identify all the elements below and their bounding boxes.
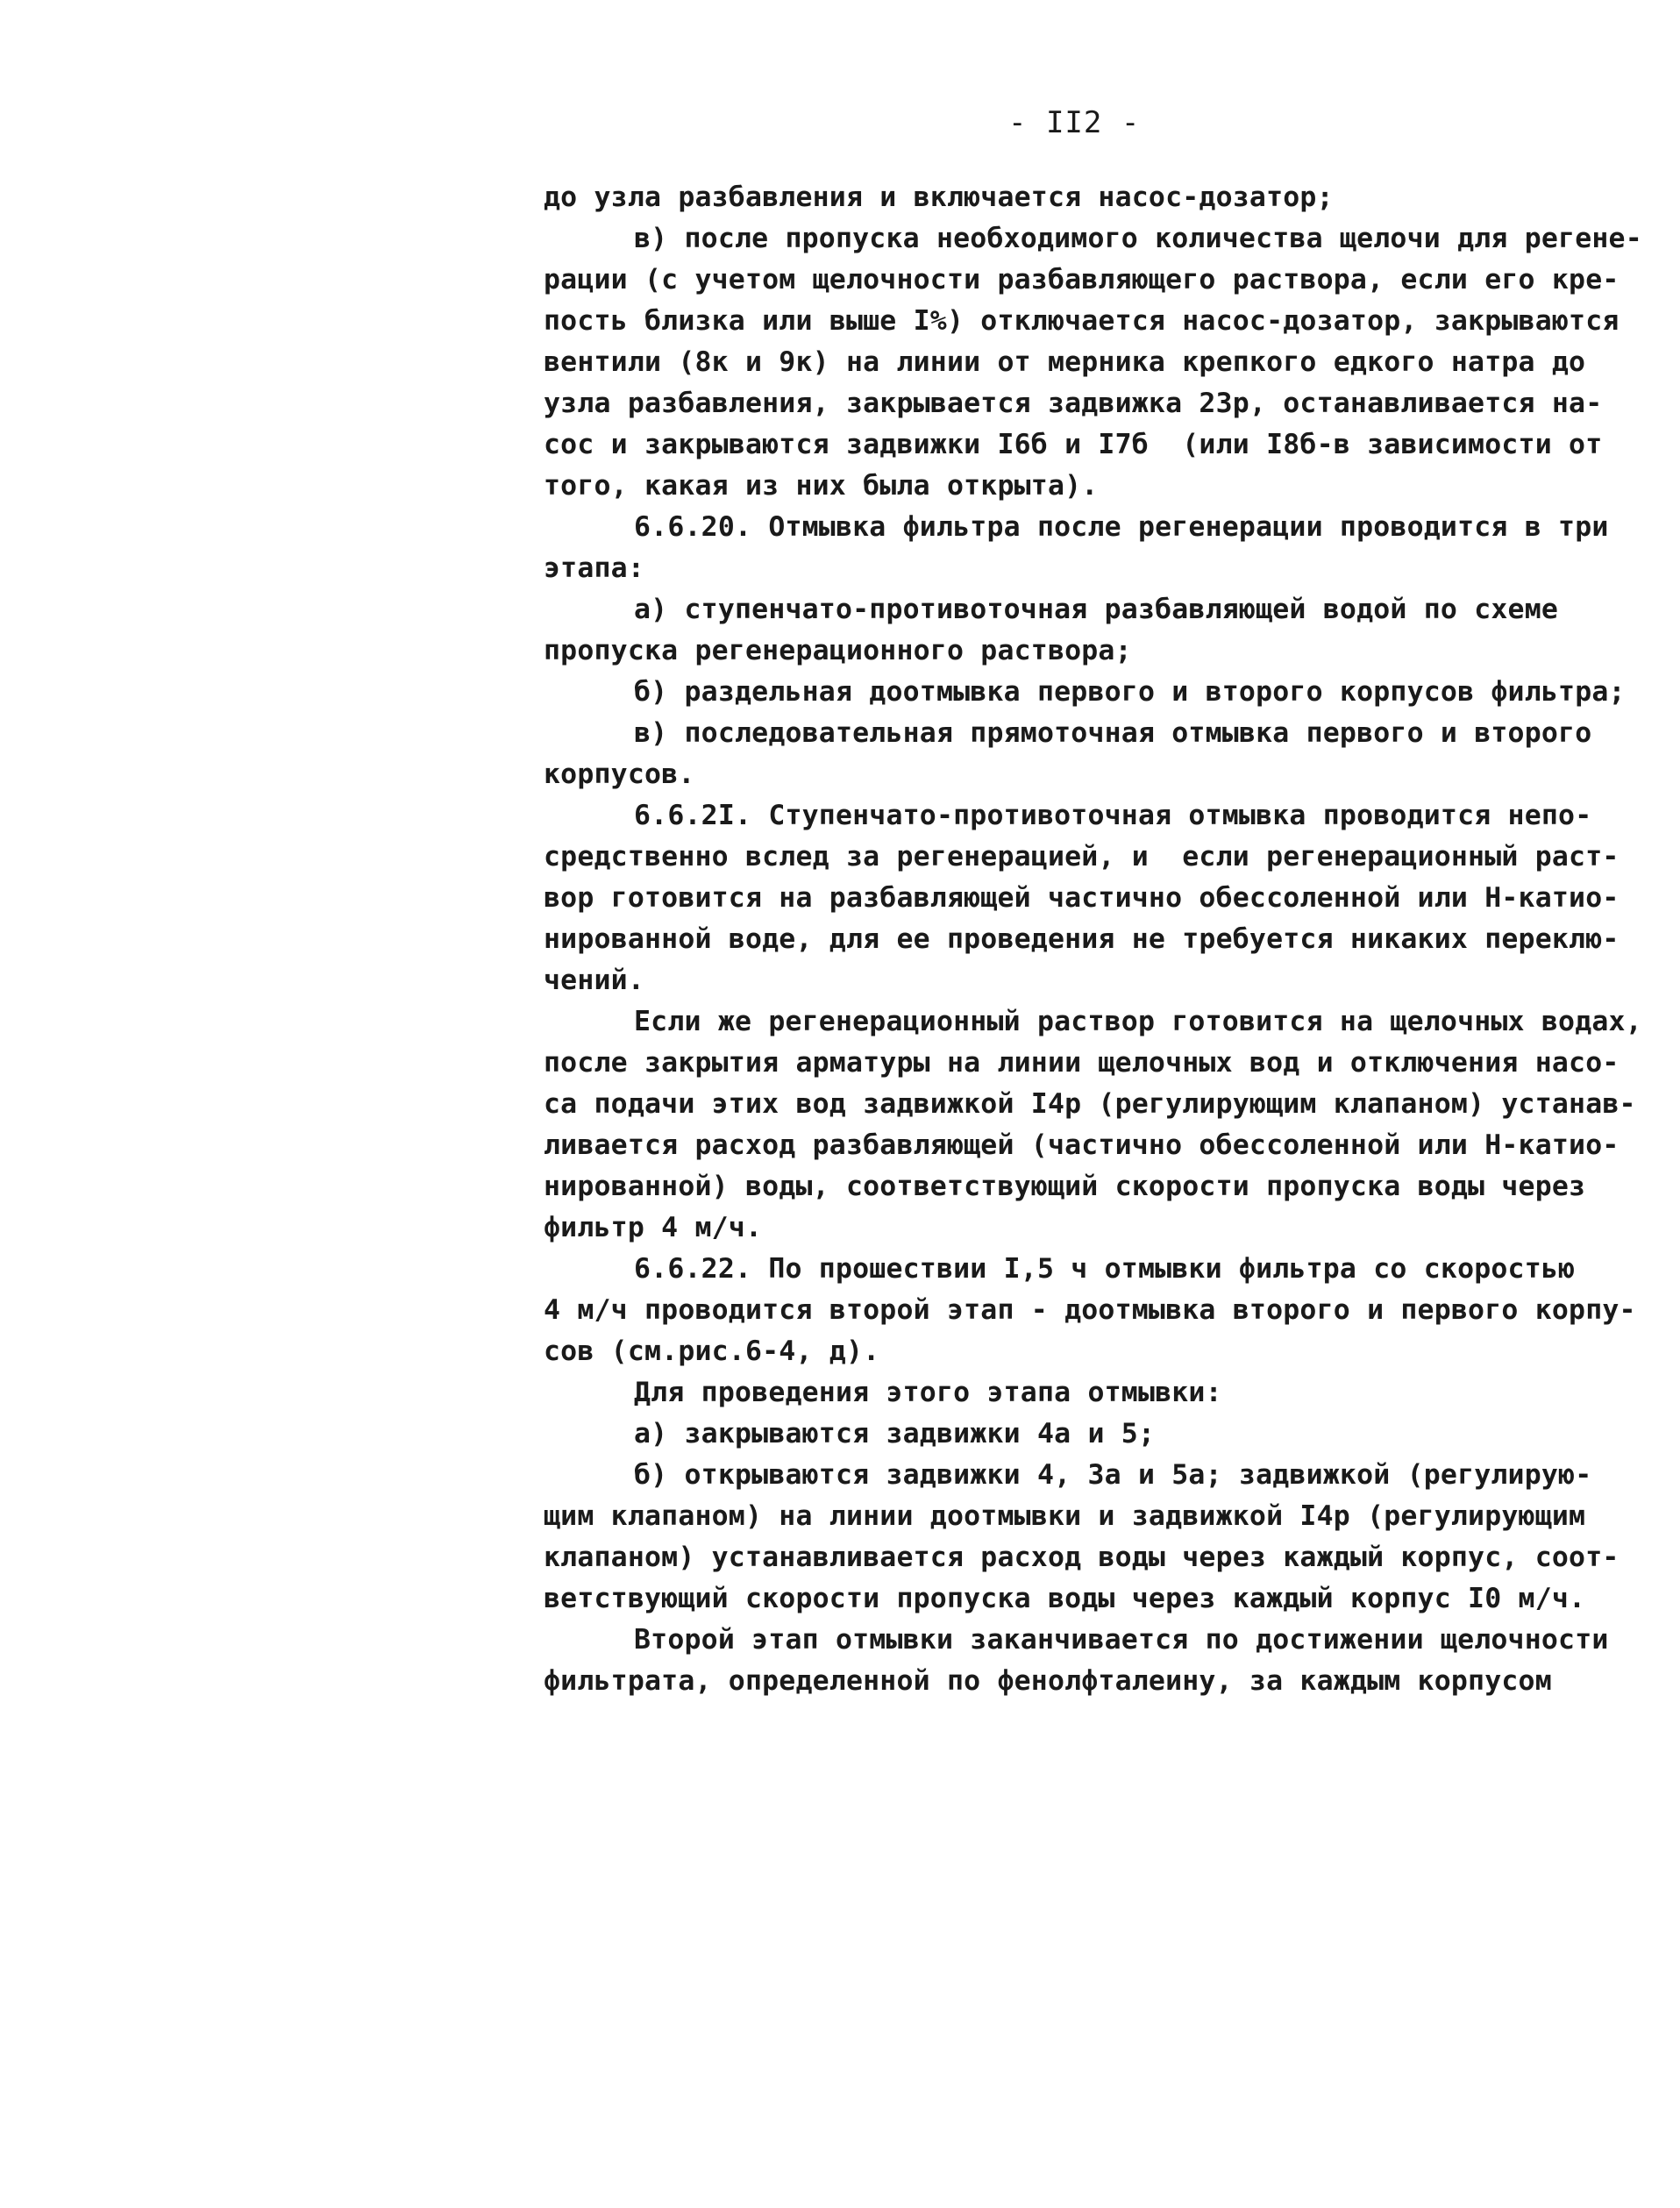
text-line: узла разбавления, закрывается задвижка 23р, останавливается на- [544,388,1603,419]
text-line: ливается расход разбавляющей (частично обессоленной или Н-катио- [544,1129,1619,1161]
text-line: вор готовится на разбавляющей частично обессоленной или Н-катио- [544,882,1619,914]
text-line: сос и закрываются задвижки I6б и I7б (или I8б-в зависимости от [544,429,1603,460]
text-line: Если же регенерационный раствор готовится на щелочных водах, [634,1006,1642,1037]
text-line: в) после пропуска необходимого количества щелочи для регене- [634,223,1642,254]
text-line: б) открываются задвижки 4, 3а и 5а; задвижкой (регулирую- [634,1459,1592,1491]
text-line: в) последовательная прямоточная отмывка первого и второго [634,717,1592,749]
text-line: а) закрываются задвижки 4а и 5; [634,1418,1156,1449]
text-line: 6.6.22. По прошествии I,5 ч отмывки фильтра со скоростью [634,1253,1576,1285]
text-line: этапа: [544,552,644,584]
text-line: 6.6.20. Отмывка фильтра после регенерации проводится в три [634,511,1609,543]
text-line: фильтр 4 м/ч. [544,1212,763,1243]
text-line: Второй этап отмывки заканчивается по достижении щелочности [634,1624,1609,1656]
text-line: вентили (8к и 9к) на линии от мерника крепкого едкого натра до [544,346,1586,378]
text-line: Для проведения этого этапа отмывки: [634,1377,1222,1408]
text-line: средственно вслед за регенерацией, и если регенерационный раст- [544,841,1619,873]
body-text [544,177,1642,1702]
text-line: сов (см.рис.6-4, д). [544,1335,880,1367]
text-line: после закрытия арматуры на линии щелочных вод и отключения насо- [544,1047,1619,1079]
page-number: - II2 - [1008,105,1141,140]
text-line: ветствующий скорости пропуска воды через каждый корпус I0 м/ч. [544,1583,1586,1614]
text-line: нированной) воды, соответствующий скорости пропуска воды через [544,1171,1586,1202]
text-line: чений. [544,965,644,996]
text-line: а) ступенчато-противоточная разбавляющей водой по схеме [634,594,1559,625]
text-line: 4 м/ч проводится второй этап - доотмывка второго и первого корпу- [544,1294,1636,1326]
text-line: нированной воде, для ее проведения не требуется никаких переклю- [544,923,1619,955]
text-line: до узла разбавления и включается насос-дозатор; [544,182,1334,213]
text-line: клапаном) устанавливается расход воды через каждый корпус, соот- [544,1542,1619,1573]
text-line: того, какая из них была открыта). [544,470,1099,502]
text-line: пость близка или выше I%) отключается насос-дозатор, закрываются [544,305,1619,337]
text-line: фильтрата, определенной по фенолфталеину, за каждым корпусом [544,1665,1552,1697]
text-line: 6.6.2I. Ступенчато-противоточная отмывка проводится непо- [634,800,1592,831]
text-line: щим клапаном) на линии доотмывки и задвижкой I4р (регулирующим [544,1500,1586,1532]
text-line: рации (с учетом щелочности разбавляющего раствора, если его кре- [544,264,1619,296]
text-line: са подачи этих вод задвижкой I4р (регулирующим клапаном) устанав- [544,1088,1636,1120]
text-line: б) раздельная доотмывка первого и второго корпусов фильтра; [634,676,1626,708]
text-line: корпусов. [544,759,695,790]
text-line: пропуска регенерационного раствора; [544,635,1132,666]
